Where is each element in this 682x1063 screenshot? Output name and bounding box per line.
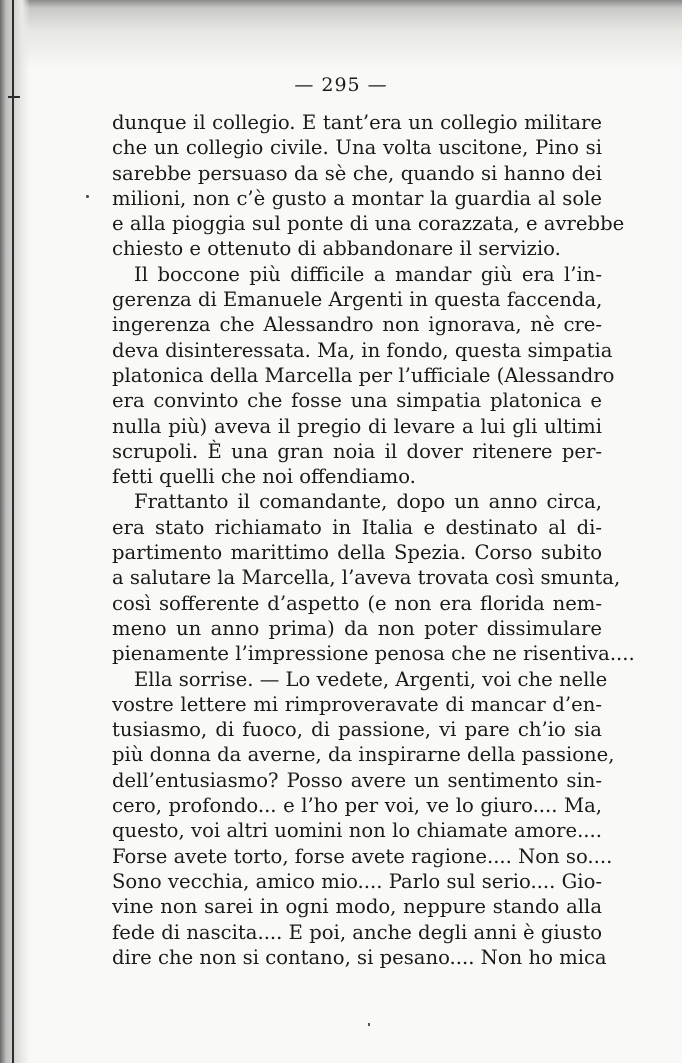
text-line: più donna da averne, da inspirarne della passione, — [112, 743, 615, 767]
text-line: era stato richiamato in Italia e destinato al di- — [112, 515, 602, 539]
text-line: gerenza di Emanuele Argenti in questa faccenda, — [112, 288, 603, 312]
text-line: cero, profondo... e l’ho per voi, ve lo giuro.... Ma, — [112, 794, 602, 818]
text-line: deva disinteressata. Ma, in fondo, questa simpatia — [112, 338, 613, 362]
text-line: sarebbe persuaso da sè che, quando si hanno dei — [112, 161, 602, 185]
text-line: dell’entusiasmo? Posso avere un sentimento sin- — [112, 768, 602, 792]
text-line: Ella sorrise. — Lo vedete, Argenti, voi che nelle — [134, 667, 608, 691]
text-line: tusiasmo, di fuoco, di passione, vi pare ch’io sia — [112, 718, 602, 742]
body-text — [112, 110, 635, 970]
text-line: a salutare la Marcella, l’aveva trovata così smunta, — [112, 566, 621, 590]
text-line: Forse avete torto, forse avete ragione.... Non so.... — [112, 844, 613, 868]
text-line: milioni, non c’è gusto a montar la guardia al sole — [112, 186, 602, 210]
text-line: così sofferente d’aspetto (e non era florida nem- — [112, 591, 602, 615]
text-line: Frattanto il comandante, dopo un anno circa, — [134, 490, 602, 514]
text-line: fede di nascita.... E poi, anche degli anni è giusto — [112, 920, 602, 944]
book-gutter-shadow — [0, 0, 30, 1063]
text-line: vine non sarei in ogni modo, neppure stando alla — [112, 895, 602, 919]
text-line: meno un anno prima) da non poter dissimulare — [112, 616, 602, 640]
scan-speck — [368, 1023, 370, 1026]
text-line: ingerenza che Alessandro non ignorava, nè cre- — [112, 313, 602, 337]
text-line: dunque il collegio. E tant’era un collegio militare — [112, 111, 602, 134]
text-line: e alla pioggia sul ponte di una corazzata, e avrebbe — [112, 212, 625, 236]
text-line: dire che non si contano, si pesano.... Non ho mica — [112, 945, 607, 969]
text-line: pienamente l’impressione penosa che ne risentiva.... — [112, 642, 635, 666]
paragraph-2 — [112, 262, 615, 490]
paragraph-3 — [112, 489, 635, 666]
gutter-edge-line — [12, 0, 14, 1063]
page-number: — 295 — — [294, 74, 388, 96]
text-line: nulla più) aveva il pregio di levare a lui gli ultimi — [112, 414, 602, 438]
paragraph-4 — [112, 667, 615, 971]
text-line: era convinto che fosse una simpatia platonica e — [112, 389, 602, 413]
text-line: scrupoli. È una gran noia il dover ritenere per- — [112, 439, 602, 463]
gutter-edge-tick — [8, 96, 20, 98]
scan-top-shadow — [0, 0, 682, 70]
text-line: questo, voi altri uomini non lo chiamate amore.... — [112, 819, 602, 843]
text-line: fetti quelli che noi offendiamo. — [112, 465, 416, 489]
scan-speck — [86, 195, 89, 198]
text-line: che un collegio civile. Una volta uscitone, Pino si — [112, 136, 602, 160]
text-line: Sono vecchia, amico mio.... Parlo sul serio.... Gio- — [112, 869, 602, 893]
paragraph-1 — [112, 110, 625, 262]
text-line: Il boccone più difficile a mandar giù era l’in- — [134, 262, 602, 286]
text-line: partimento marittimo della Spezia. Corso subito — [112, 541, 602, 565]
text-line: chiesto e ottenuto di abbandonare il servizio. — [112, 237, 561, 261]
text-line: platonica della Marcella per l’ufficiale (Alessandro — [112, 363, 615, 387]
text-line: vostre lettere mi rimproveravate di mancar d’en- — [112, 692, 602, 716]
